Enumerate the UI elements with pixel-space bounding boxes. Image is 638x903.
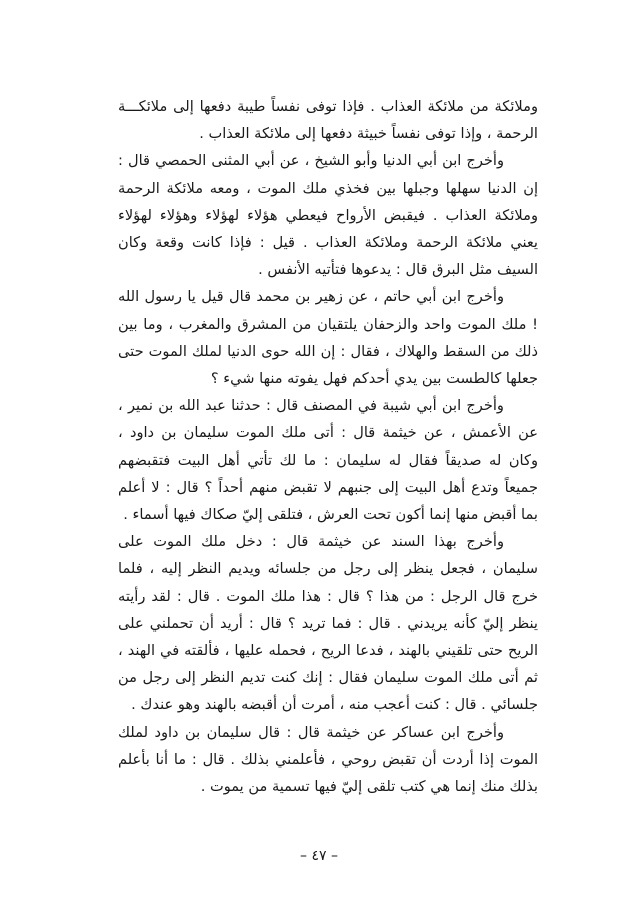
paragraph-2: وأخرج ابن أبي الدنيا وأبو الشيخ ، عن أبي المثنى الحمصي قال : إن الدنيا سهلها وجبلها بين فخذي ملك الموت ، ومعه ملائكة الرحمة وملائكة العذاب . فيقبض الأرواح فيعطي هؤلاء لهؤلاء وهؤلاء لهؤلاء يعني ملائكة الرحمة وملائكة العذاب . قيل : فإذا كانت وقعة وكان السيف مثل البرق قال : يدعوها فتأتيه الأنفس . [118,152,538,279]
paragraph-1: وملائكة من ملائكة العذاب . فإذا توفى نفساً طيبة دفعها إلى ملائكـــة الرحمة ، وإذا توفى نفساً خبيثة دفعها إلى ملائكة العذاب . [118,98,538,143]
paragraph-4: وأخرج ابن أبي شيبة في المصنف قال : حدثنا عبد الله بن نمير ، عن الأعمش ، عن خيثمة قال : أتى ملك الموت سليمان بن داود ، وكان له صديقاً فقال له سليمان : ما لك تأتي أهل البيت فتقبضهم جميعاً وتدع أهل البيت إلى جنبهم لا تقبض منهم أحداً ؟ قال : لا أعلم بما أقبض منها إنما أكون تحت العرش ، فتلقى إليّ صكاك فيها أسماء . [118,397,538,524]
paragraph-6: وأخرج ابن عساكر عن خيثمة قال : قال سليمان بن داود لملك الموت إذا أردت أن تقبض روحي ، فأعلمني بذلك . قال : ما أنا بأعلم بذلك منك إنما هي كتب تلقى إليّ فيها تسمية من يموت . [118,723,538,796]
paragraph-3: وأخرج ابن أبي حاتم ، عن زهير بن محمد قال قيل يا رسول الله ! ملك الموت واحد والزحفان يلتقيان من المشرق والمغرب ، وما بين ذلك من السقط والهلاك ، فقال : إن الله حوى الدنيا لملك الموت حتى جعلها كالطست بين يدي أحدكم فهل يفوته منها شيء ؟ [118,288,538,388]
body-text [118,93,538,800]
paragraph-5: وأخرج بهذا السند عن خيثمة قال : دخل ملك الموت على سليمان ، فجعل ينظر إلى رجل من جلسائه ويديم النظر إليه ، فلما خرج قال الرجل : من هذا ؟ قال : هذا ملك الموت . قال : لقد رأيته ينظر إليّ كأنه يريدني . قال : فما تريد ؟ قال : أريد أن تحملني على الريح حتى تلقيني بالهند ، فدعا الريح ، فحمله عليها ، فألقته في الهند ، ثم أتى ملك الموت سليمان فقال : إنك كنت تديم النظر إلى رجل من جلسائي . قال : كنت أعجب منه ، أمرت أن أقبضه بالهند وهو عندك . [118,533,538,714]
page-number: – ٤٧ – [300,848,338,864]
